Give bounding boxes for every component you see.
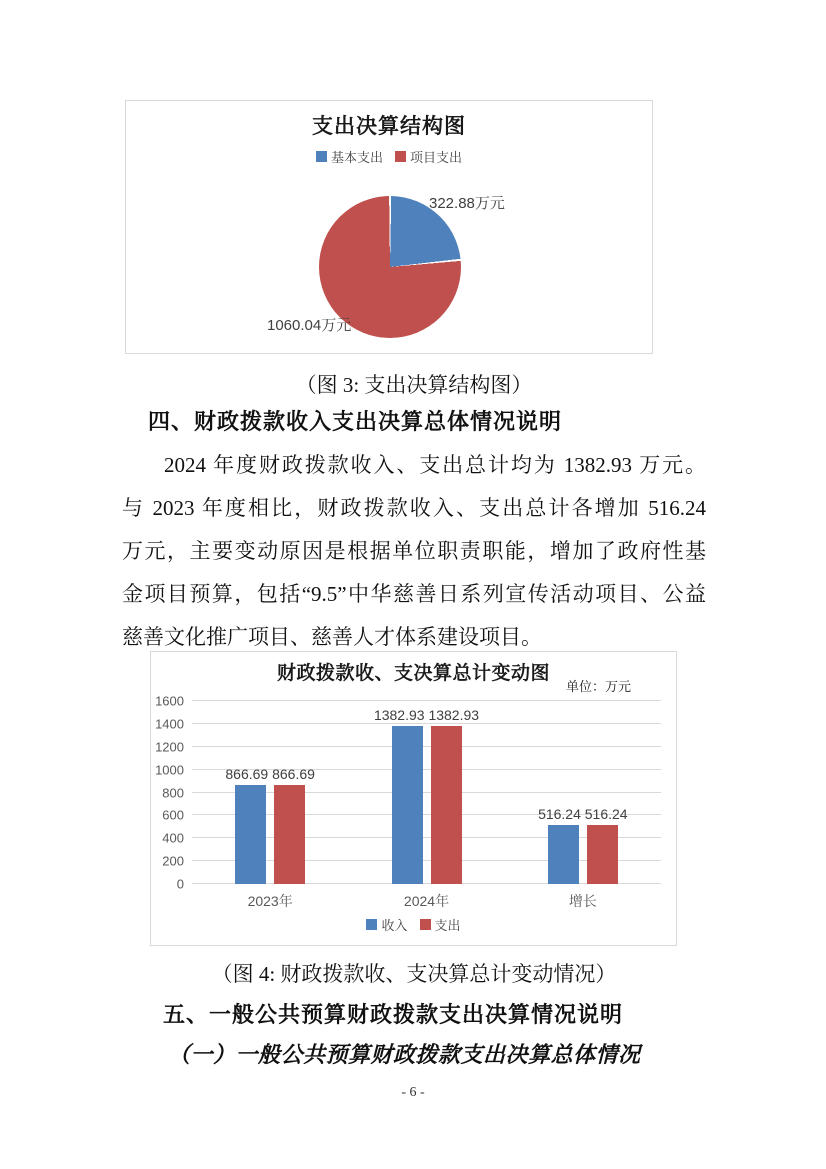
y-axis-tick-label: 1000 [155,762,184,778]
bar-data-label: 1382.93 1382.93 [373,706,480,723]
pie-chart-title: 支出决算结构图 [312,114,466,138]
bar-支出 [274,785,305,884]
bar-data-label: 866.69 866.69 [225,765,315,782]
figure3-caption: （图 3: 支出决算结构图） [295,373,533,397]
paragraph-line: 与 2023 年度相比，财政拨款收入、支出总计各增加 516.24 [122,496,706,520]
bar-group [373,701,480,884]
pie-legend-item-project [395,147,462,166]
bar-legend-label-expense: 支出 [434,918,461,933]
bar-legend [151,915,676,934]
legend-swatch-red-icon [420,919,431,930]
bar-收入 [548,825,579,884]
heading-section4: 四、财政拨款收入支出决算总体情况说明 [148,409,563,434]
heading-section5-1: （一）一般公共预算财政拨款支出决算总体情况 [168,1042,641,1067]
bar-group [538,701,628,884]
pie-legend [126,147,652,166]
x-axis-category-label: 2024年 [403,893,450,909]
legend-swatch-red-icon [395,151,406,162]
bar-收入 [235,785,266,884]
bar-legend-item-expense [420,915,461,934]
pie-legend-item-basic [316,147,383,166]
bar-legend-label-income: 收入 [381,918,408,933]
paragraph-line: 金项目预算，包括“9.5”中华慈善日系列宣传活动项目、公益 [122,582,706,606]
legend-swatch-blue-icon [366,919,377,930]
body-paragraph [122,444,706,659]
bar-legend-item-income [366,915,407,934]
pie-chart-panel [125,100,653,354]
figure4-caption: （图 4: 财政拨款收、支决算总计变动情况） [211,962,617,986]
pie-legend-label-project: 项目支出 [410,150,463,165]
y-axis-tick-label: 1600 [155,693,184,709]
bar-plot-area [155,693,661,909]
pie-legend-label-basic: 基本支出 [330,150,383,165]
heading-section5: 五、一般公共预算财政拨款支出决算情况说明 [163,1002,624,1027]
bar-group [225,701,315,884]
paragraph-line: 2024 年度财政拨款收入、支出总计均为 1382.93 万元。 [164,453,706,477]
y-axis-tick-label: 600 [162,807,184,823]
y-axis-tick-label: 1200 [155,739,184,755]
pie-data-label-basic: 322.88万元 [429,195,505,212]
unit-label: 单位：万元 [565,679,631,694]
y-axis-tick-label: 0 [176,876,184,892]
bar-chart-title: 财政拨款收、支决算总计变动图 [276,663,550,684]
legend-swatch-blue-icon [316,151,327,162]
bar-chart-panel [150,651,677,946]
bar-支出 [431,726,462,884]
bar-data-label: 516.24 516.24 [538,805,628,822]
y-axis-tick-label: 200 [162,853,184,869]
paragraph-line: 万元，主要变动原因是根据单位职责职能，增加了政府性基 [122,539,706,563]
y-axis-tick-label: 1400 [155,716,184,732]
page-number: - 6 - [401,1085,425,1100]
x-axis-category-label: 增长 [568,893,597,909]
bar-收入 [392,726,423,884]
paragraph-line: 慈善文化推广项目、慈善人才体系建设项目。 [122,625,542,649]
x-axis-category-label: 2023年 [247,893,293,909]
y-axis-tick-label: 400 [162,830,184,846]
y-axis-tick-label: 800 [162,785,184,800]
bar-支出 [587,825,618,884]
pie-data-label-project: 1060.04万元 [267,317,352,334]
